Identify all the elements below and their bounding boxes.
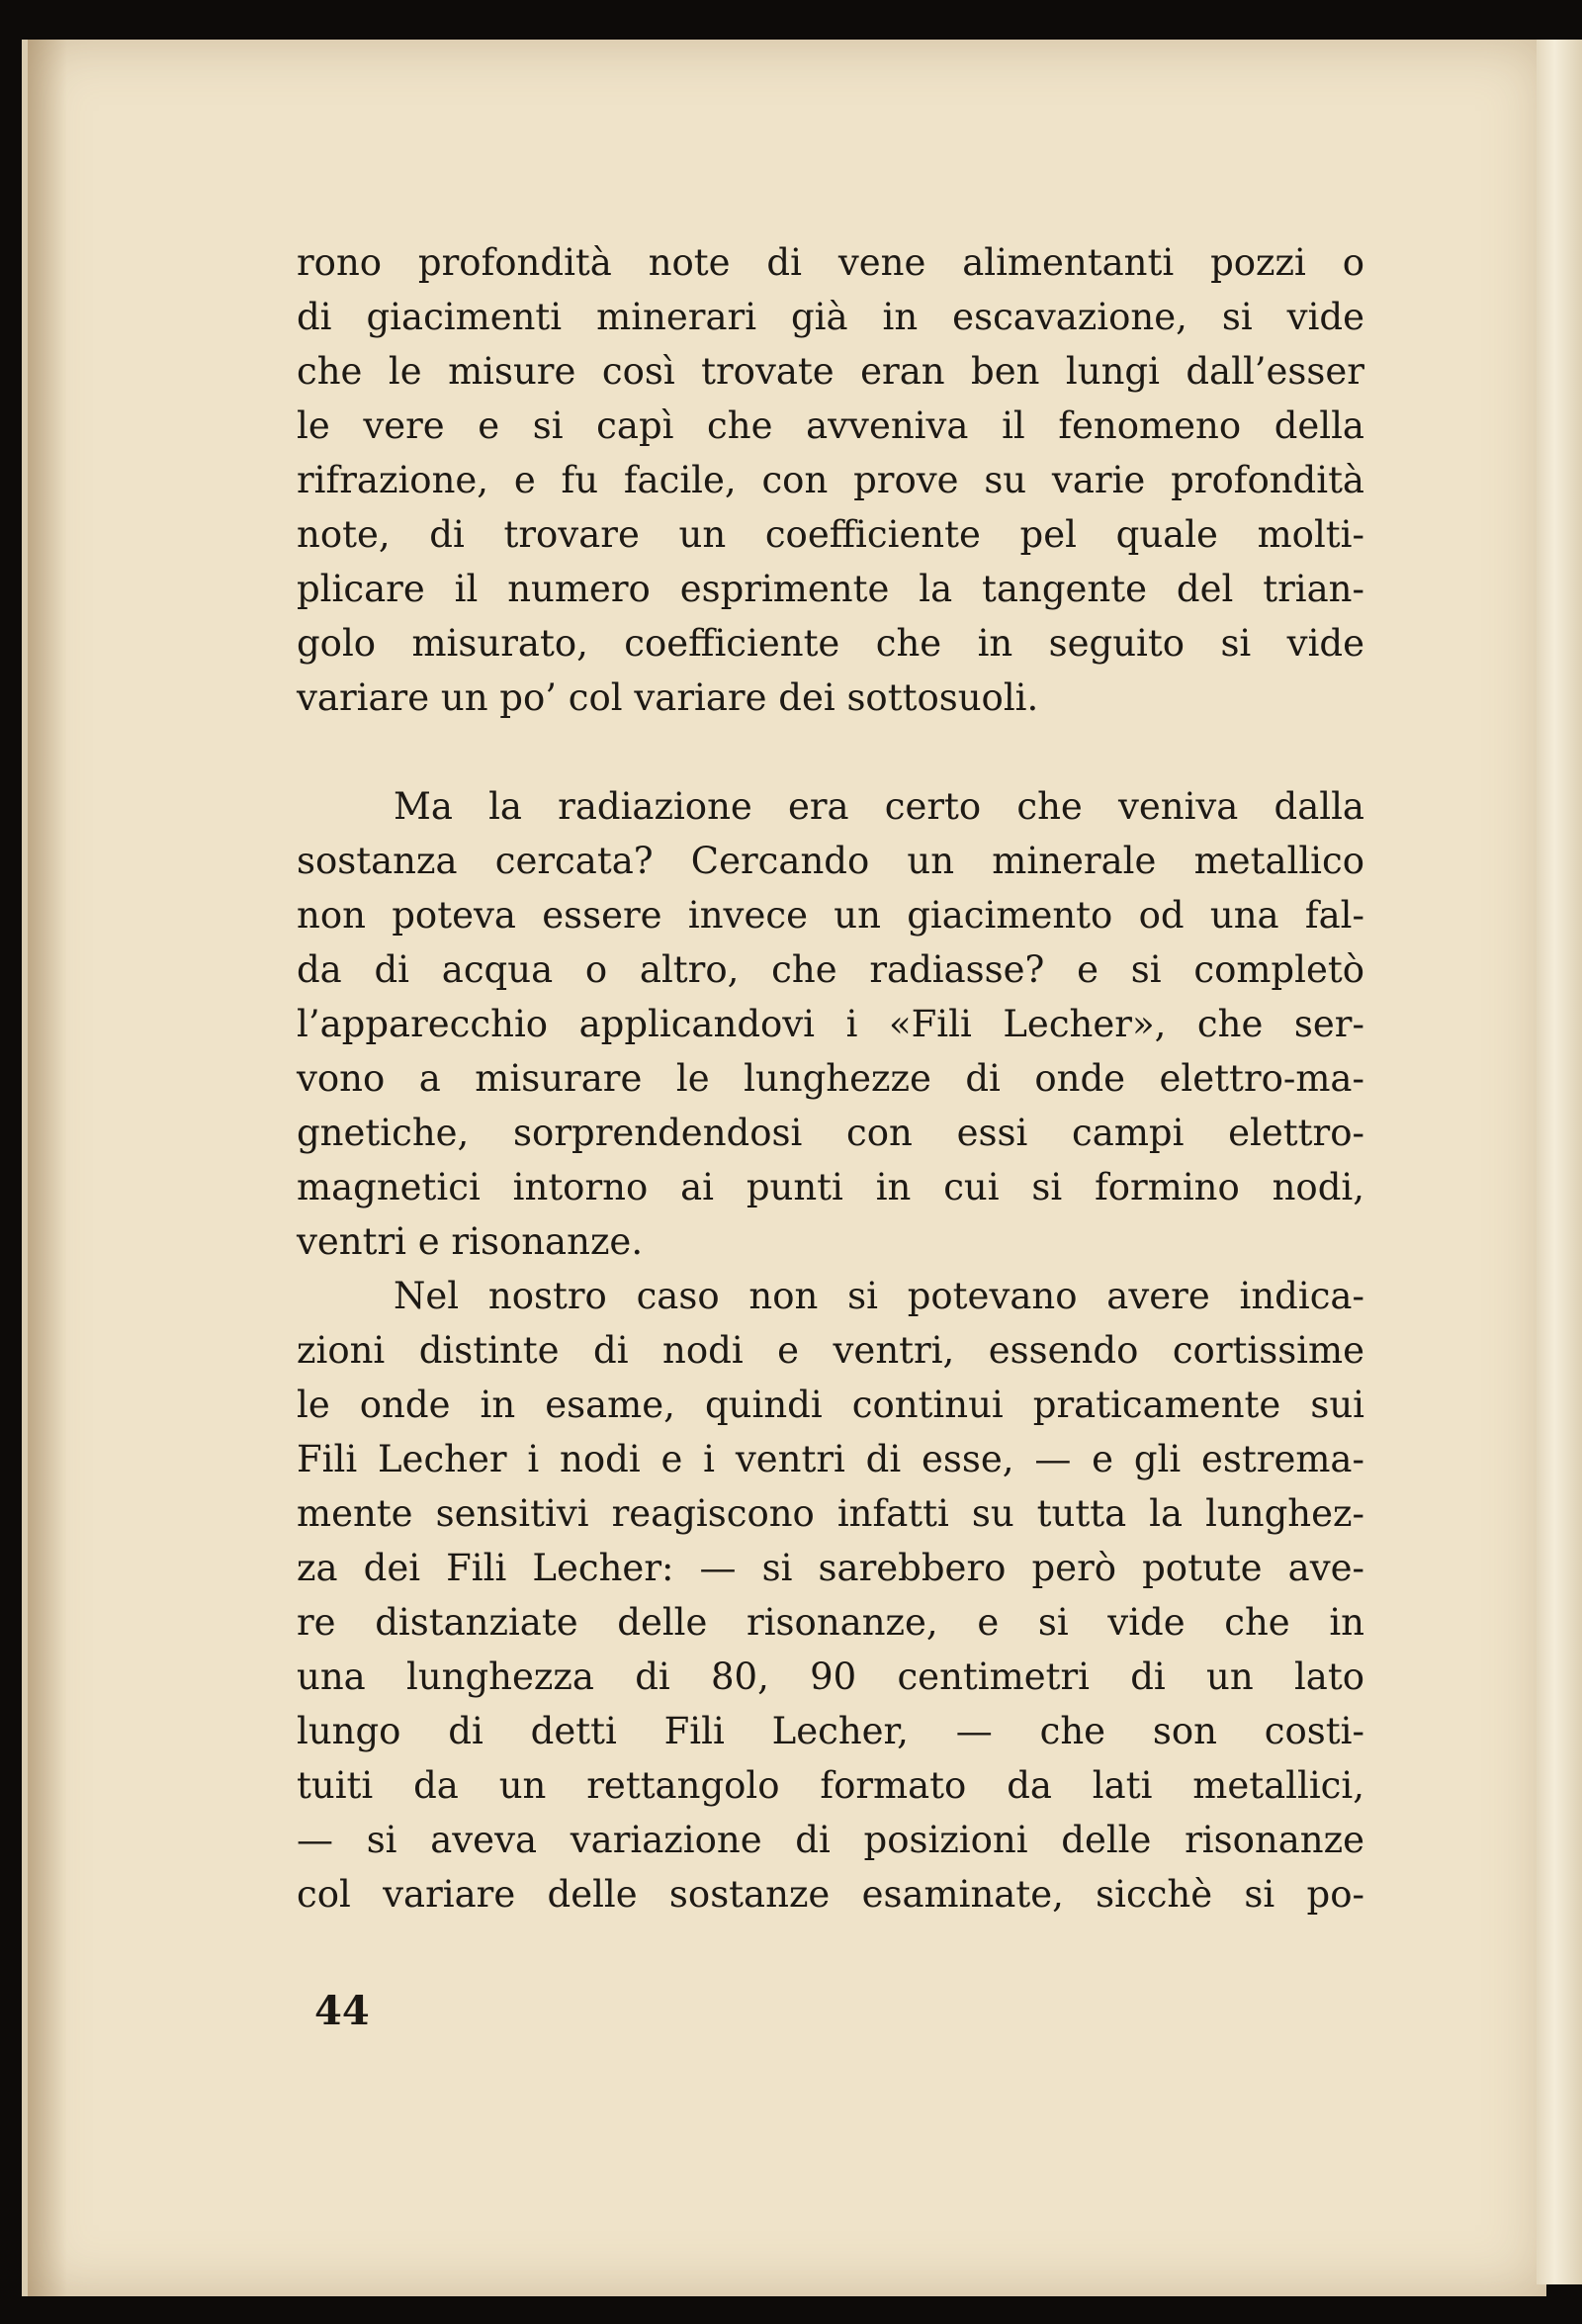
text-line: una lunghezza di 80, 90 centimetri di un lato xyxy=(297,1655,1364,1698)
text-line: col variare delle sostanze esaminate, sicchè si po- xyxy=(297,1873,1364,1916)
text-line: Nel nostro caso non si potevano avere indica- xyxy=(394,1275,1364,1317)
page-number: 44 xyxy=(314,1988,370,2034)
text-line: gnetiche, sorprendendosi con essi campi elettro- xyxy=(297,1112,1364,1154)
text-line: l’apparecchio applicandovi i «Fili Lecher», che ser- xyxy=(297,1003,1364,1045)
text-line: da di acqua o altro, che radiasse? e si completò xyxy=(297,948,1364,991)
text-line: vono a misurare le lunghezze di onde elettro-ma- xyxy=(297,1057,1364,1100)
text-line: plicare il numero esprimente la tangente del trian- xyxy=(297,568,1364,610)
text-line: tuiti da un rettangolo formato da lati metallici, xyxy=(297,1764,1364,1807)
text-line: za dei Fili Lecher: — si sarebbero però potute ave- xyxy=(297,1547,1364,1589)
text-line: — si aveva variazione di posizioni delle risonanze xyxy=(297,1819,1364,1861)
text-line: ventri e risonanze. xyxy=(297,1220,644,1263)
text-line: non poteva essere invece un giacimento od una fal- xyxy=(297,894,1364,937)
text-line: lungo di detti Fili Lecher, — che son costi- xyxy=(297,1710,1364,1752)
text-line: rono profondità note di vene alimentanti pozzi o xyxy=(297,241,1364,284)
text-line: Ma la radiazione era certo che veniva dalla xyxy=(394,785,1364,828)
paragraph-3 xyxy=(297,1269,1364,1922)
text-line: variare un po’ col variare dei sottosuoli. xyxy=(297,676,1039,719)
body-text xyxy=(297,235,1364,1922)
text-line: le onde in esame, quindi continui praticamente sui xyxy=(297,1384,1364,1426)
text-line: che le misure così trovate eran ben lungi dall’esser xyxy=(297,350,1364,393)
text-line: magnetici intorno ai punti in cui si formino nodi, xyxy=(297,1166,1364,1208)
page-edge-stack xyxy=(1537,40,1582,2284)
paragraph-1 xyxy=(297,235,1364,725)
text-line: Fili Lecher i nodi e i ventri di esse, — e gli estrema- xyxy=(297,1438,1364,1480)
text-line: mente sensitivi reagiscono infatti su tutta la lunghez- xyxy=(297,1492,1364,1535)
binding-gutter xyxy=(28,40,67,2296)
paragraph-2 xyxy=(297,779,1364,1269)
text-line: rifrazione, e fu facile, con prove su varie profondità xyxy=(297,459,1364,501)
text-line: re distanziate delle risonanze, e si vide che in xyxy=(297,1601,1364,1644)
text-line: golo misurato, coefficiente che in seguito si vide xyxy=(297,622,1364,665)
text-line: zioni distinte di nodi e ventri, essendo cortissime xyxy=(297,1329,1364,1372)
text-line: le vere e si capì che avveniva il fenomeno della xyxy=(297,404,1364,447)
text-line: sostanza cercata? Cercando un minerale metallico xyxy=(297,840,1364,882)
text-line: note, di trovare un coefficiente pel quale molti- xyxy=(297,513,1364,556)
text-line: di giacimenti minerari già in escavazione, si vide xyxy=(297,296,1364,338)
